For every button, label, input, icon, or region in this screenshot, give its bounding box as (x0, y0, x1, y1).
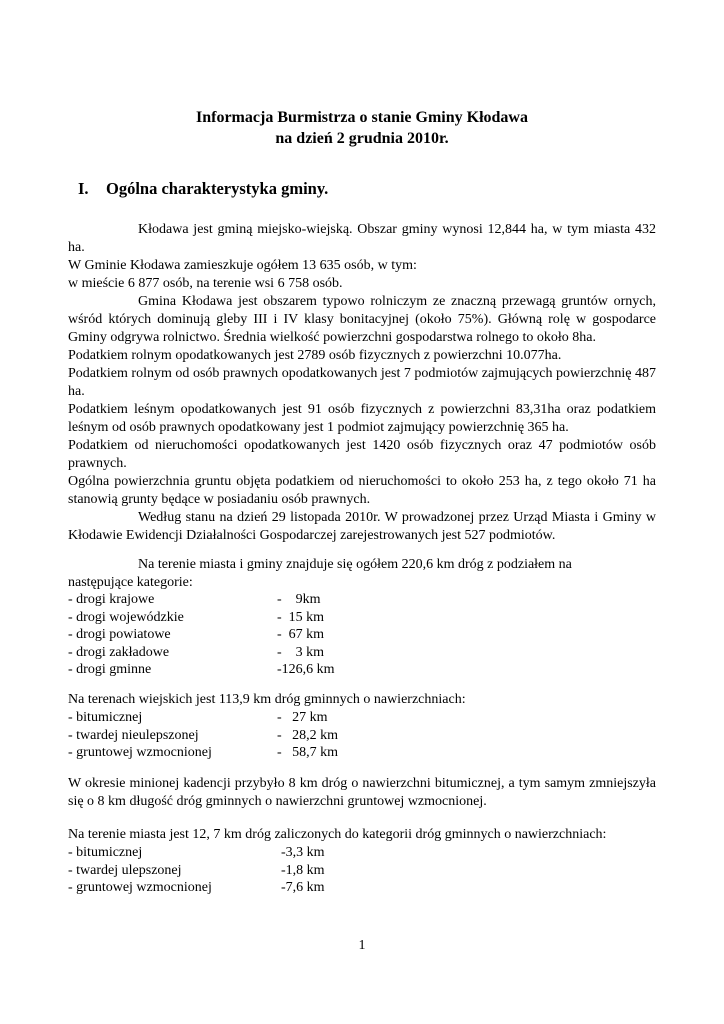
paragraph-tax-agri-legal: Podatkiem rolnym od osób prawnych opodatkowanych jest 7 podmiotów zajmujących powierzchnię 487 ha. (68, 366, 656, 399)
list-item: - drogi wojewódzkie - 15 km (68, 609, 325, 625)
roads-intro-line1: Na terenie miasta i gminy znajduje się ogółem 220,6 km dróg z podziałem na (138, 557, 572, 572)
list-item: - gruntowej wzmocnionej - 58,7 km (68, 745, 339, 760)
paragraph-term-change: W okresie minionej kadencji przybyło 8 km dróg o nawierzchni bitumicznej, a tym samym zmniejszyła się o 8 km długość dróg gminnych o nawierzchni gruntowej wzmocnionej. (68, 776, 656, 809)
paragraph-business-registry: Według stanu na dzień 29 listopada 2010r. W prowadzonej przez Urząd Miasta i Gminy w Kłodawie Ewidencji Działalności Gospodarczej zarejestrowanych jest 527 podmiotów. (68, 510, 656, 543)
page-number: 1 (358, 938, 366, 953)
list-item: - drogi gminne -126,6 km (68, 662, 335, 677)
list-item: - twardej nieulepszonej - 28,2 km (68, 727, 339, 743)
roads-intro-line2: następujące kategorie: (68, 575, 193, 590)
section-title: Ogólna charakterystyka gminy. (106, 179, 329, 198)
paragraph-tax-forest: Podatkiem leśnym opodatkowanych jest 91 osób fizycznych z powierzchni 83,31ha oraz podatkiem leśnym od osób prawnych opodatkowany jest 1 podmiot zajmujący powierzchnię 365 ha. (68, 402, 656, 435)
rural-surfaces-list (68, 709, 518, 762)
list-item: - bitumicznej - 27 km (68, 710, 328, 725)
document-title: Informacja Burmistrza o stanie Gminy Kłodawa (196, 109, 528, 126)
list-item: - bitumicznej -3,3 km (68, 845, 325, 860)
paragraph-population-split: w mieście 6 877 osób, na terenie wsi 6 758 osób. (68, 276, 343, 291)
town-surfaces-list (68, 844, 518, 897)
paragraph-area: Kłodawa jest gminą miejsko-wiejską. Obszar gminy wynosi 12,844 ha, w tym miasta 432 ha. (68, 222, 656, 255)
list-item: - twardej ulepszonej -1,8 km (68, 862, 325, 878)
document-date: na dzień 2 grudnia 2010r. (275, 130, 449, 147)
paragraph-tax-property: Podatkiem od nieruchomości opodatkowanych jest 1420 osób fizycznych oraz 47 podmiotów osób prawnych. (68, 438, 656, 471)
section-heading (78, 179, 328, 199)
paragraph-population-total: W Gminie Kłodawa zamieszkuje ogółem 13 635 osób, w tym: (68, 258, 417, 273)
list-item: - drogi powiatowe - 67 km (68, 627, 325, 642)
roads-intro (68, 556, 656, 592)
section-number: I. (78, 179, 89, 198)
list-item: - gruntowej wzmocnionej -7,6 km (68, 880, 325, 895)
paragraph-tax-agri-individuals: Podatkiem rolnym opodatkowanych jest 2789 osób fizycznych z powierzchni 10.077ha. (68, 348, 562, 363)
paragraph-tax-property-area: Ogólna powierzchnia gruntu objęta podatkiem od nieruchomości to około 253 ha, z tego około 71 ha stanowią grunty będące w posiadaniu osób prawnych. (68, 474, 656, 507)
list-item: - drogi krajowe - 9km (68, 592, 321, 607)
term-change-text (68, 775, 656, 811)
list-item: - drogi zakładowe - 3 km (68, 644, 325, 660)
intro-text (68, 221, 656, 545)
paragraph-agriculture: Gmina Kłodawa jest obszarem typowo rolniczym ze znaczną przewagą gruntów ornych, wśród których dominują gleby III i IV klasy bonitacyjnej (około 75%). Główną rolę w gospodarce Gminy odgrywa rolnictwo. Średnia wielkość powierzchni gospodarstwa rolnego to około 8ha. (68, 294, 656, 345)
rural-roads-intro: Na terenach wiejskich jest 113,9 km dróg gminnych o nawierzchniach: (68, 692, 466, 707)
town-roads-intro: Na terenie miasta jest 12, 7 km dróg zaliczonych do kategorii dróg gminnych o nawierzchniach: (68, 827, 607, 842)
road-categories-list (68, 591, 518, 679)
